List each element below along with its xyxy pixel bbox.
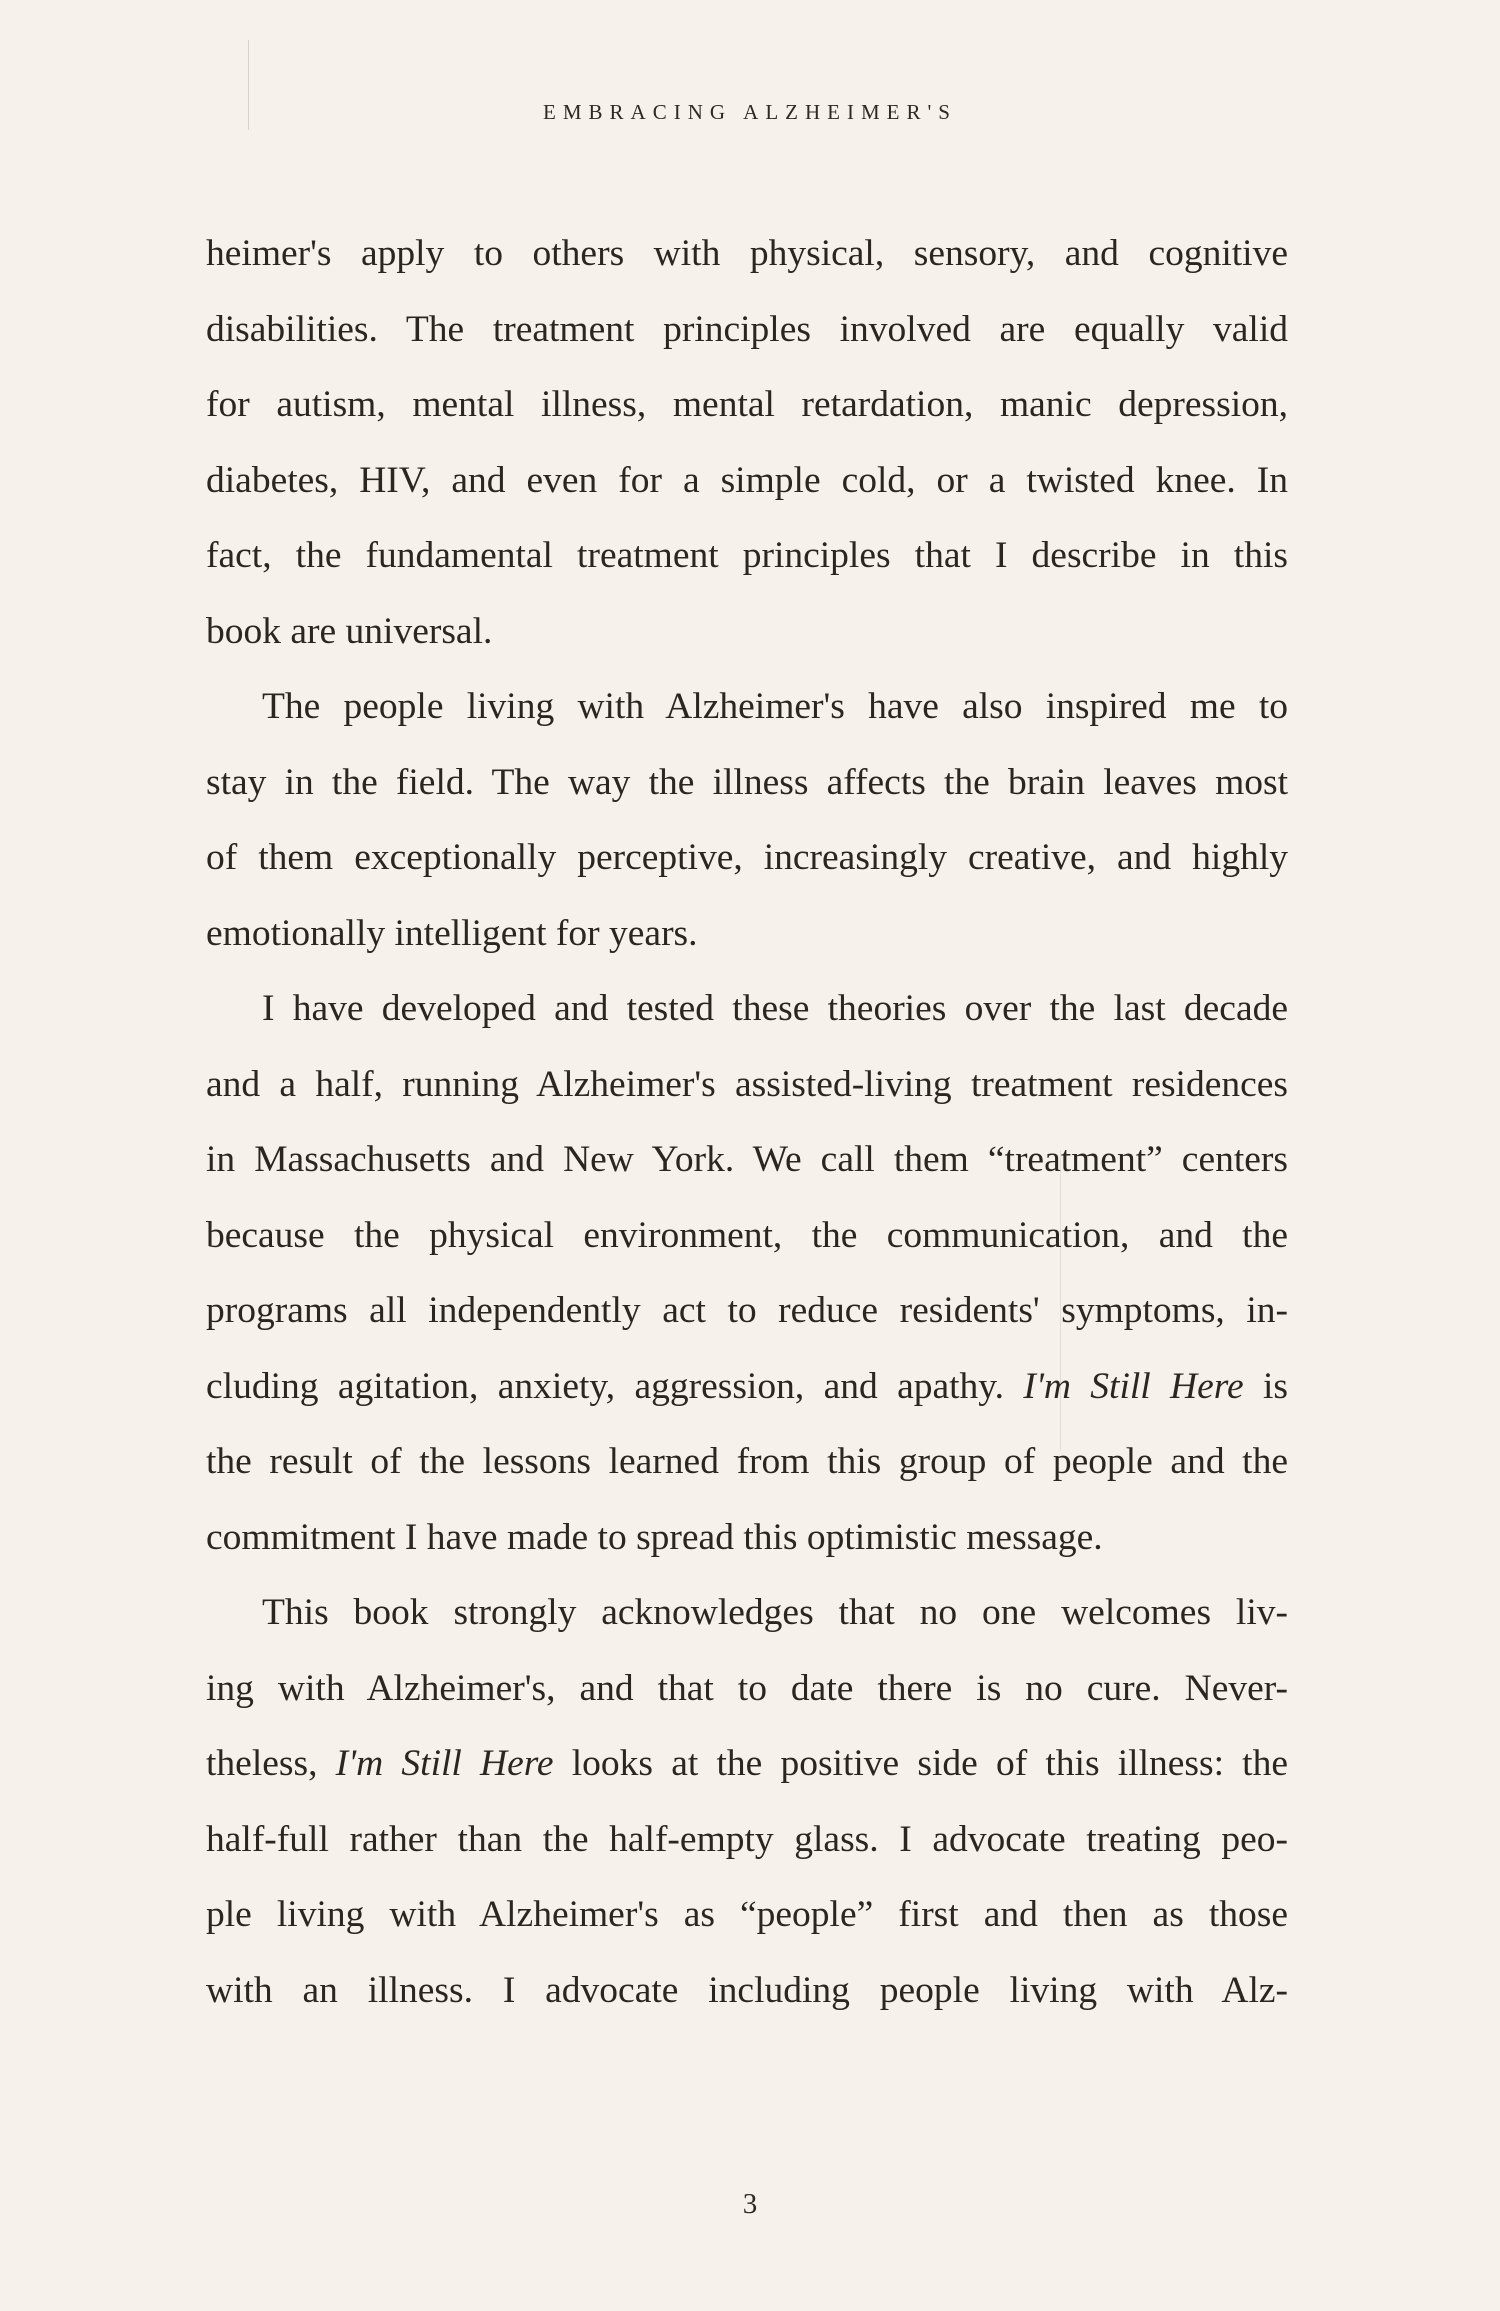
text-line: I have developed and tested these theories over the last decade: [262, 988, 1288, 1029]
text-line: in Massachusetts and New York. We call them “treatment” centers: [206, 1139, 1288, 1180]
text-line: and a half, running Alzheimer's assisted-living treatment residences: [206, 1063, 1288, 1105]
paragraph: [206, 216, 1288, 669]
text-line: of them exceptionally perceptive, increasingly creative, and highly: [206, 837, 1288, 878]
book-title: I'm Still Here: [335, 1743, 554, 1784]
text-line-with-title: [206, 1349, 1288, 1425]
running-head: EMBRACING ALZHEIMER'S: [543, 100, 957, 124]
text-line: ing with Alzheimer's, and that to date there is no cure. Never-: [206, 1667, 1288, 1709]
text-line: heimer's apply to others with physical, sensory, and cognitive: [206, 233, 1288, 274]
text-line: half-full rather than the half-empty glass. I advocate treating peo-: [206, 1818, 1288, 1860]
text-segment: theless,: [206, 1743, 336, 1784]
text-line: programs all independently act to reduce residents' symptoms, in-: [206, 1290, 1288, 1331]
book-title: I'm Still Here: [1023, 1365, 1244, 1407]
text-line: fact, the fundamental treatment principles that I describe in this: [206, 535, 1288, 576]
body-text: [206, 216, 1288, 2028]
page-number: 3: [742, 2188, 758, 2220]
text-line: disabilities. The treatment principles involved are equally valid: [206, 308, 1288, 350]
text-line: This book strongly acknowledges that no one welcomes liv-: [262, 1592, 1288, 1633]
text-line: the result of the lessons learned from this group of people and the: [206, 1441, 1288, 1482]
paragraph: [206, 1575, 1288, 2028]
text-line: book are universal.: [206, 610, 493, 652]
text-segment: cluding agitation, anxiety, aggression, and apathy.: [206, 1365, 1024, 1407]
text-line-with-title: [206, 1726, 1288, 1802]
text-line: commitment I have made to spread this optimistic message.: [206, 1516, 1103, 1558]
text-line: because the physical environment, the communication, and the: [206, 1214, 1288, 1256]
text-line: ple living with Alzheimer's as “people” first and then as those: [206, 1894, 1288, 1935]
text-line: emotionally intelligent for years.: [206, 912, 698, 954]
paragraph: [206, 669, 1288, 971]
text-segment: looks at the positive side of this illness: the: [553, 1743, 1288, 1784]
text-line: with an illness. I advocate including people living with Alz-: [206, 1969, 1288, 2011]
text-line: The people living with Alzheimer's have also inspired me to: [262, 686, 1288, 727]
text-line: diabetes, HIV, and even for a simple cold, or a twisted knee. In: [206, 459, 1288, 501]
text-line: stay in the field. The way the illness affects the brain leaves most: [206, 761, 1288, 803]
text-line: for autism, mental illness, mental retardation, manic depression,: [206, 384, 1288, 425]
text-segment: is: [1243, 1365, 1289, 1407]
paragraph: [206, 971, 1288, 1575]
